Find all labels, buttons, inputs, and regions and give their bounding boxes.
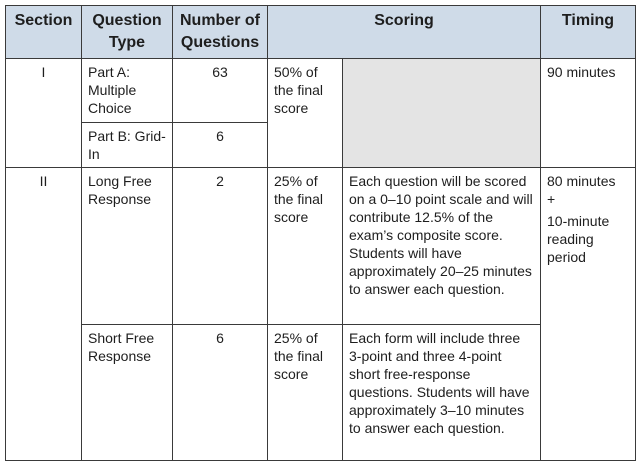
section-2-timing-line1: 80 minutes [547, 173, 616, 189]
section-1-score-weight: 50% of the final score [268, 59, 343, 168]
header-timing: Timing [541, 6, 636, 59]
header-question-type: Question Type [82, 6, 173, 59]
header-scoring: Scoring [268, 6, 541, 59]
section-1-part-b-type: Part B: Grid-In [82, 123, 173, 168]
section-2-short-scoring-details: Each form will include three 3-point and three 4-point short free-response questions. Students will have approximately 3–10 minutes to answer each question. [343, 325, 541, 461]
section-1-scoring-blank [343, 59, 541, 168]
exam-format-table [5, 5, 636, 461]
section-2-long-score-weight: 25% of the final score [268, 168, 343, 325]
section-2-long-count: 2 [173, 168, 268, 325]
section-2-long-type: Long Free Response [82, 168, 173, 325]
header-row [6, 6, 636, 59]
section-2-timing [541, 168, 636, 461]
section-1-label: I [6, 59, 82, 168]
section-2-short-type: Short Free Response [82, 325, 173, 461]
section-1-part-a-count: 63 [173, 59, 268, 123]
section-2-short-count: 6 [173, 325, 268, 461]
header-number-of-questions: Number of Questions [173, 6, 268, 59]
section-2-label: II [6, 168, 82, 461]
section-1-part-b-count: 6 [173, 123, 268, 168]
table-row [6, 168, 636, 325]
section-2-short-score-weight: 25% of the final score [268, 325, 343, 461]
table-row [6, 59, 636, 123]
section-1-part-a-type: Part A: Multiple Choice [82, 59, 173, 123]
section-1-timing: 90 minutes [541, 59, 636, 168]
header-section: Section [6, 6, 82, 59]
section-2-timing-line2: 10-minute reading period [547, 213, 610, 265]
section-2-timing-plus: + [547, 191, 556, 207]
section-2-long-scoring-details: Each question will be scored on a 0–10 point scale and will contribute 12.5% of the exam’s composite score. Students will have approximately 20–25 minutes to answer each question. [343, 168, 541, 325]
